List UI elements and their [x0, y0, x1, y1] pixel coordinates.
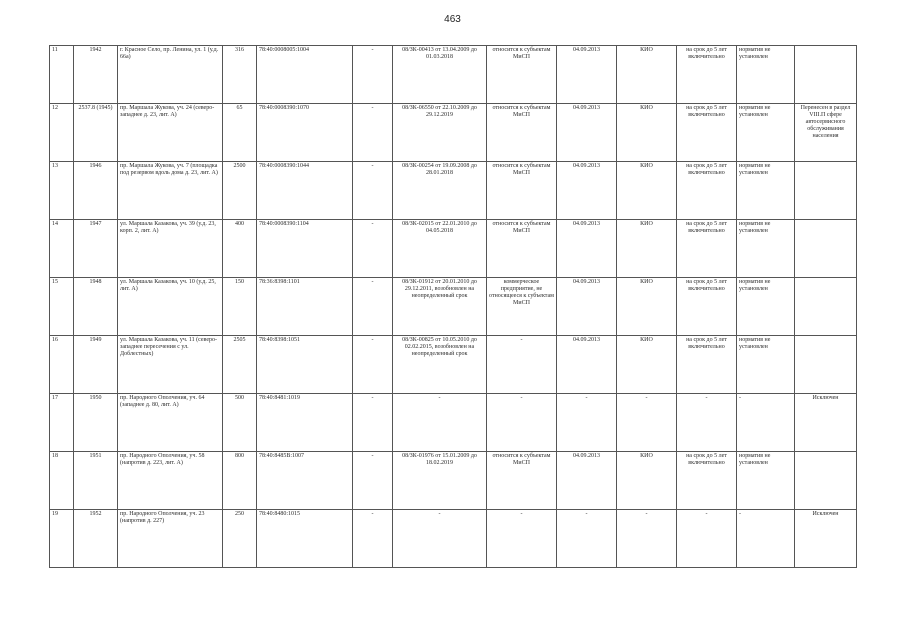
area-cell: 2505 — [223, 336, 257, 394]
cadastral-number-cell: 78:40:8480:1015 — [257, 510, 353, 568]
standard-cell: норматив не установлен — [737, 452, 795, 510]
tenant-category-cell: - — [487, 394, 557, 452]
area-cell: 150 — [223, 278, 257, 336]
inclusion-date-cell: 04.09.2013 — [557, 220, 617, 278]
table-body — [50, 46, 857, 568]
lease-contract-cell: - — [393, 394, 487, 452]
row-index-cell: 13 — [50, 162, 74, 220]
tenant-category-cell: - — [487, 510, 557, 568]
encumbrance-cell: - — [353, 104, 393, 162]
address-cell: пр. Народного Ополчения, уч. 64 (западнее д. 80, лит. А) — [118, 394, 223, 452]
tenant-category-cell: относится к субъектам МиСП — [487, 220, 557, 278]
lease-contract-cell: 08/ЗК-00254 от 19.09.2008 до 28.01.2018 — [393, 162, 487, 220]
encumbrance-cell: - — [353, 394, 393, 452]
register-number-cell: 1942 — [74, 46, 118, 104]
register-number-cell: 1948 — [74, 278, 118, 336]
register-number-cell: 1952 — [74, 510, 118, 568]
row-index-cell: 17 — [50, 394, 74, 452]
address-cell: г. Красное Село, пр. Ленина, ул. 1 (у.д. 66а) — [118, 46, 223, 104]
inclusion-date-cell: 04.09.2013 — [557, 336, 617, 394]
lease-contract-cell: 08/ЗК-01976 от 15.01.2009 до 18.02.2019 — [393, 452, 487, 510]
page-number: 463 — [444, 14, 461, 25]
table-row — [50, 220, 857, 278]
cadastral-number-cell: 78:40:0008390:1070 — [257, 104, 353, 162]
tenant-category-cell: относится к субъектам МиСП — [487, 452, 557, 510]
authority-cell: - — [617, 394, 677, 452]
lease-term-cell: на срок до 5 лет включительно — [677, 104, 737, 162]
table-row — [50, 278, 857, 336]
lease-term-cell: на срок до 5 лет включительно — [677, 46, 737, 104]
cadastral-number-cell: 78:40:0008390:1044 — [257, 162, 353, 220]
row-index-cell: 12 — [50, 104, 74, 162]
encumbrance-cell: - — [353, 510, 393, 568]
row-index-cell: 14 — [50, 220, 74, 278]
inclusion-date-cell: 04.09.2013 — [557, 162, 617, 220]
cadastral-number-cell: 78:40:0008005:1004 — [257, 46, 353, 104]
address-cell: пр. Маршала Жукова, уч. 24 (северо-западнее д. 23, лит. А) — [118, 104, 223, 162]
register-number-cell: 2537.8 (1945) — [74, 104, 118, 162]
note-cell: Исключен — [795, 394, 857, 452]
lease-term-cell: - — [677, 510, 737, 568]
table-row — [50, 162, 857, 220]
inclusion-date-cell: 04.09.2013 — [557, 46, 617, 104]
address-cell: ул. Маршала Казакова, уч. 11 (северо-западнее пересечения с ул. Доблестных) — [118, 336, 223, 394]
address-cell: пр. Маршала Жукова, уч. 7 (площадка под резервом вдоль дома д. 23, лит. А) — [118, 162, 223, 220]
note-cell — [795, 452, 857, 510]
note-cell — [795, 162, 857, 220]
lease-term-cell: - — [677, 394, 737, 452]
inclusion-date-cell: - — [557, 394, 617, 452]
row-index-cell: 19 — [50, 510, 74, 568]
encumbrance-cell: - — [353, 162, 393, 220]
lease-term-cell: на срок до 5 лет включительно — [677, 452, 737, 510]
lease-term-cell: на срок до 5 лет включительно — [677, 220, 737, 278]
authority-cell: КИО — [617, 220, 677, 278]
standard-cell: норматив не установлен — [737, 162, 795, 220]
address-cell: ул. Маршала Казакова, уч. 10 (у.д. 25, лит. А) — [118, 278, 223, 336]
note-cell: Исключен — [795, 510, 857, 568]
register-number-cell: 1951 — [74, 452, 118, 510]
cadastral-number-cell: 78:36:8398:1101 — [257, 278, 353, 336]
note-cell — [795, 278, 857, 336]
authority-cell: КИО — [617, 278, 677, 336]
area-cell: 800 — [223, 452, 257, 510]
cadastral-number-cell: 78:40:0008390:1104 — [257, 220, 353, 278]
table-row — [50, 452, 857, 510]
note-cell: Перенесен в раздел VIII.П сфере автосервисного обслуживания населения — [795, 104, 857, 162]
lease-contract-cell: 08/ЗК-01912 от 20.01.2010 до 29.12.2011, возобновлен на неопределенный срок — [393, 278, 487, 336]
cadastral-number-cell: 78:40:8481:1019 — [257, 394, 353, 452]
row-index-cell: 15 — [50, 278, 74, 336]
address-cell: пр. Народного Ополчения, уч. 58 (напротив д. 223, лит. А) — [118, 452, 223, 510]
authority-cell: - — [617, 510, 677, 568]
register-number-cell: 1949 — [74, 336, 118, 394]
inclusion-date-cell: - — [557, 510, 617, 568]
address-cell: пр. Народного Ополчения, уч. 23 (напротив д. 227) — [118, 510, 223, 568]
tenant-category-cell: коммерческое предприятие, не относящееся к субъектам МиСП — [487, 278, 557, 336]
standard-cell: норматив не установлен — [737, 220, 795, 278]
standard-cell: норматив не установлен — [737, 46, 795, 104]
lease-contract-cell: - — [393, 510, 487, 568]
encumbrance-cell: - — [353, 452, 393, 510]
address-cell: ул. Маршала Казакова, уч. 39 (у.д. 23, корп. 2, лит. А) — [118, 220, 223, 278]
encumbrance-cell: - — [353, 336, 393, 394]
standard-cell: норматив не установлен — [737, 336, 795, 394]
register-number-cell: 1946 — [74, 162, 118, 220]
lease-term-cell: на срок до 5 лет включительно — [677, 162, 737, 220]
note-cell — [795, 46, 857, 104]
lease-term-cell: на срок до 5 лет включительно — [677, 336, 737, 394]
note-cell — [795, 336, 857, 394]
register-number-cell: 1950 — [74, 394, 118, 452]
cadastral-number-cell: 78:40:8398:1051 — [257, 336, 353, 394]
authority-cell: КИО — [617, 104, 677, 162]
tenant-category-cell: - — [487, 336, 557, 394]
table-row — [50, 510, 857, 568]
authority-cell: КИО — [617, 162, 677, 220]
table-row — [50, 104, 857, 162]
lease-contract-cell: 08/ЗК-00825 от 10.05.2010 до 02.02.2015, возобновлен на неопределенный срок — [393, 336, 487, 394]
standard-cell: норматив не установлен — [737, 278, 795, 336]
authority-cell: КИО — [617, 336, 677, 394]
tenant-category-cell: относится к субъектам МиСП — [487, 46, 557, 104]
area-cell: 65 — [223, 104, 257, 162]
lease-contract-cell: 08/ЗК-06550 от 22.10.2009 до 29.12.2019 — [393, 104, 487, 162]
authority-cell: КИО — [617, 452, 677, 510]
area-cell: 500 — [223, 394, 257, 452]
standard-cell: - — [737, 510, 795, 568]
inclusion-date-cell: 04.09.2013 — [557, 278, 617, 336]
encumbrance-cell: - — [353, 220, 393, 278]
land-plot-registry-table — [49, 45, 857, 568]
area-cell: 400 — [223, 220, 257, 278]
authority-cell: КИО — [617, 46, 677, 104]
note-cell — [795, 220, 857, 278]
cadastral-number-cell: 78:40:8485B:1007 — [257, 452, 353, 510]
table-row — [50, 394, 857, 452]
tenant-category-cell: относится к субъектам МиСП — [487, 104, 557, 162]
area-cell: 2500 — [223, 162, 257, 220]
row-index-cell: 16 — [50, 336, 74, 394]
area-cell: 250 — [223, 510, 257, 568]
lease-contract-cell: 08/ЗК-00413 от 13.04.2009 до 01.03.2018 — [393, 46, 487, 104]
tenant-category-cell: относится к субъектам МиСП — [487, 162, 557, 220]
table-row — [50, 336, 857, 394]
encumbrance-cell: - — [353, 46, 393, 104]
encumbrance-cell: - — [353, 278, 393, 336]
standard-cell: - — [737, 394, 795, 452]
lease-contract-cell: 08/ЗК-02015 от 22.01.2010 до 04.05.2018 — [393, 220, 487, 278]
register-number-cell: 1947 — [74, 220, 118, 278]
standard-cell: норматив не установлен — [737, 104, 795, 162]
lease-term-cell: на срок до 5 лет включительно — [677, 278, 737, 336]
inclusion-date-cell: 04.09.2013 — [557, 452, 617, 510]
row-index-cell: 11 — [50, 46, 74, 104]
area-cell: 316 — [223, 46, 257, 104]
table-row — [50, 46, 857, 104]
row-index-cell: 18 — [50, 452, 74, 510]
inclusion-date-cell: 04.09.2013 — [557, 104, 617, 162]
